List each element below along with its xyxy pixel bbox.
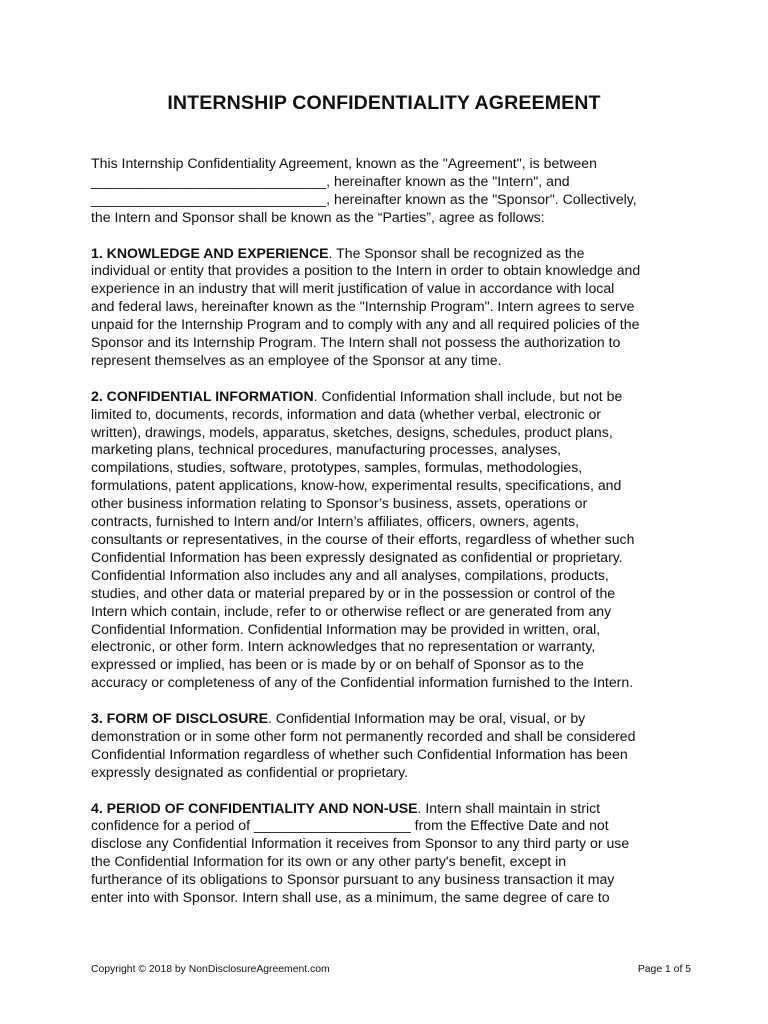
section-text: . Intern shall maintain in strict	[417, 799, 601, 816]
section-line: unpaid for the Internship Program and to comply with any and all required policies of the	[91, 316, 640, 333]
section-line: Intern which contain, include, refer to or otherwise reflect or are generated from any	[91, 602, 612, 619]
section-text: . Confidential Information shall include, but not be	[313, 387, 623, 404]
section-line: the Confidential Information for its own or any other party's benefit, except in	[91, 853, 567, 870]
section-line: marketing plans, technical procedures, manufacturing processes, analyses,	[91, 441, 562, 458]
section-text: . The Sponsor shall be recognized as the	[328, 244, 585, 261]
intro-line: This Internship Confidentiality Agreement, known as the "Agreement", is between	[91, 155, 597, 171]
section-line: enter into with Sponsor. Intern shall use, as a minimum, the same degree of care to	[91, 889, 610, 906]
section-period-of-confidentiality	[91, 800, 688, 907]
section-text: . Confidential Information may be oral, visual, or by	[267, 710, 586, 727]
footer-copyright: Copyright © 2018 by NonDisclosureAgreement.com	[91, 964, 330, 975]
section-line: demonstration or in some other form not permanently recorded and shall be considered	[91, 727, 636, 744]
section-line: Confidential Information. Confidential Information may be provided in written, oral,	[91, 620, 601, 637]
section-line: experience in an industry that will merit justification of value in accordance with local	[91, 280, 615, 297]
section-line: limited to, documents, records, information and data (whether verbal, electronic or	[91, 405, 601, 422]
document-title: INTERNSHIP CONFIDENTIALITY AGREEMENT	[167, 92, 601, 114]
section-line: confidence for a period of ____________________ from the Effective Date and not	[91, 817, 609, 834]
section-line: and federal laws, hereinafter known as the "Internship Program". Intern agrees to serve	[91, 298, 635, 315]
intro-line: ______________________________, hereinafter known as the "Sponsor". Collectively,	[91, 190, 637, 207]
document-body	[91, 155, 688, 925]
section-line: formulations, patent applications, know-how, experimental results, specifications, and	[91, 477, 622, 494]
section-confidential-information	[91, 388, 688, 692]
section-heading: 4. PERIOD OF CONFIDENTIALITY AND NON-USE	[91, 799, 418, 816]
section-line: Sponsor and its Internship Program. The Intern shall not possess the authorization to	[91, 334, 621, 351]
section-line: expressed or implied, has been or is made by or on behalf of Sponsor as to the	[91, 656, 584, 673]
section-line: written), drawings, models, apparatus, sketches, designs, schedules, product plans,	[91, 423, 613, 440]
section-line: other business information relating to Sponsor’s business, assets, operations or	[91, 495, 588, 512]
section-line: consultants or representatives, in the course of their efforts, regardless of whether such	[91, 531, 635, 547]
section-heading: 1. KNOWLEDGE AND EXPERIENCE	[91, 244, 329, 261]
section-line: disclose any Confidential Information it receives from Sponsor to any third party or use	[91, 835, 630, 852]
section-heading: 2. CONFIDENTIAL INFORMATION	[91, 387, 314, 404]
section-line: Confidential Information regardless of whether such Confidential Information has been	[91, 745, 628, 762]
intro-line: ______________________________, hereinafter known as the "Intern", and	[91, 172, 570, 189]
section-form-of-disclosure	[91, 710, 688, 782]
section-line: Confidential Information also includes any and all analyses, compilations, products,	[91, 566, 609, 583]
intro-paragraph	[91, 155, 688, 227]
section-line: contracts, furnished to Intern and/or Intern’s affiliates, officers, owners, agents,	[91, 513, 580, 530]
section-line: electronic, or other form. Intern acknowledges that no representation or warranty,	[91, 638, 596, 655]
footer-page-number: Page 1 of 5	[637, 964, 691, 975]
section-line: furtherance of its obligations to Sponsor pursuant to any business transaction it may	[91, 871, 615, 888]
section-line: expressly designated as confidential or proprietary.	[91, 763, 409, 780]
section-knowledge-and-experience	[91, 245, 688, 370]
section-line: individual or entity that provides a position to the Intern in order to obtain knowledge and	[91, 262, 641, 279]
section-line: studies, and other data or material prepared by or in the possession or control of the	[91, 584, 616, 601]
section-heading: 3. FORM OF DISCLOSURE	[91, 710, 268, 727]
section-line: compilations, studies, software, prototypes, samples, formulas, methodologies,	[91, 459, 583, 476]
section-line: accuracy or completeness of any of the Confidential information furnished to the Intern.	[91, 674, 634, 691]
section-line: Confidential Information has been expressly designated as confidential or proprietary.	[91, 548, 623, 565]
section-line: represent themselves as an employee of the Sponsor at any time.	[91, 351, 502, 368]
intro-line: the Intern and Sponsor shall be known as the “Parties”, agree as follows:	[91, 208, 545, 225]
